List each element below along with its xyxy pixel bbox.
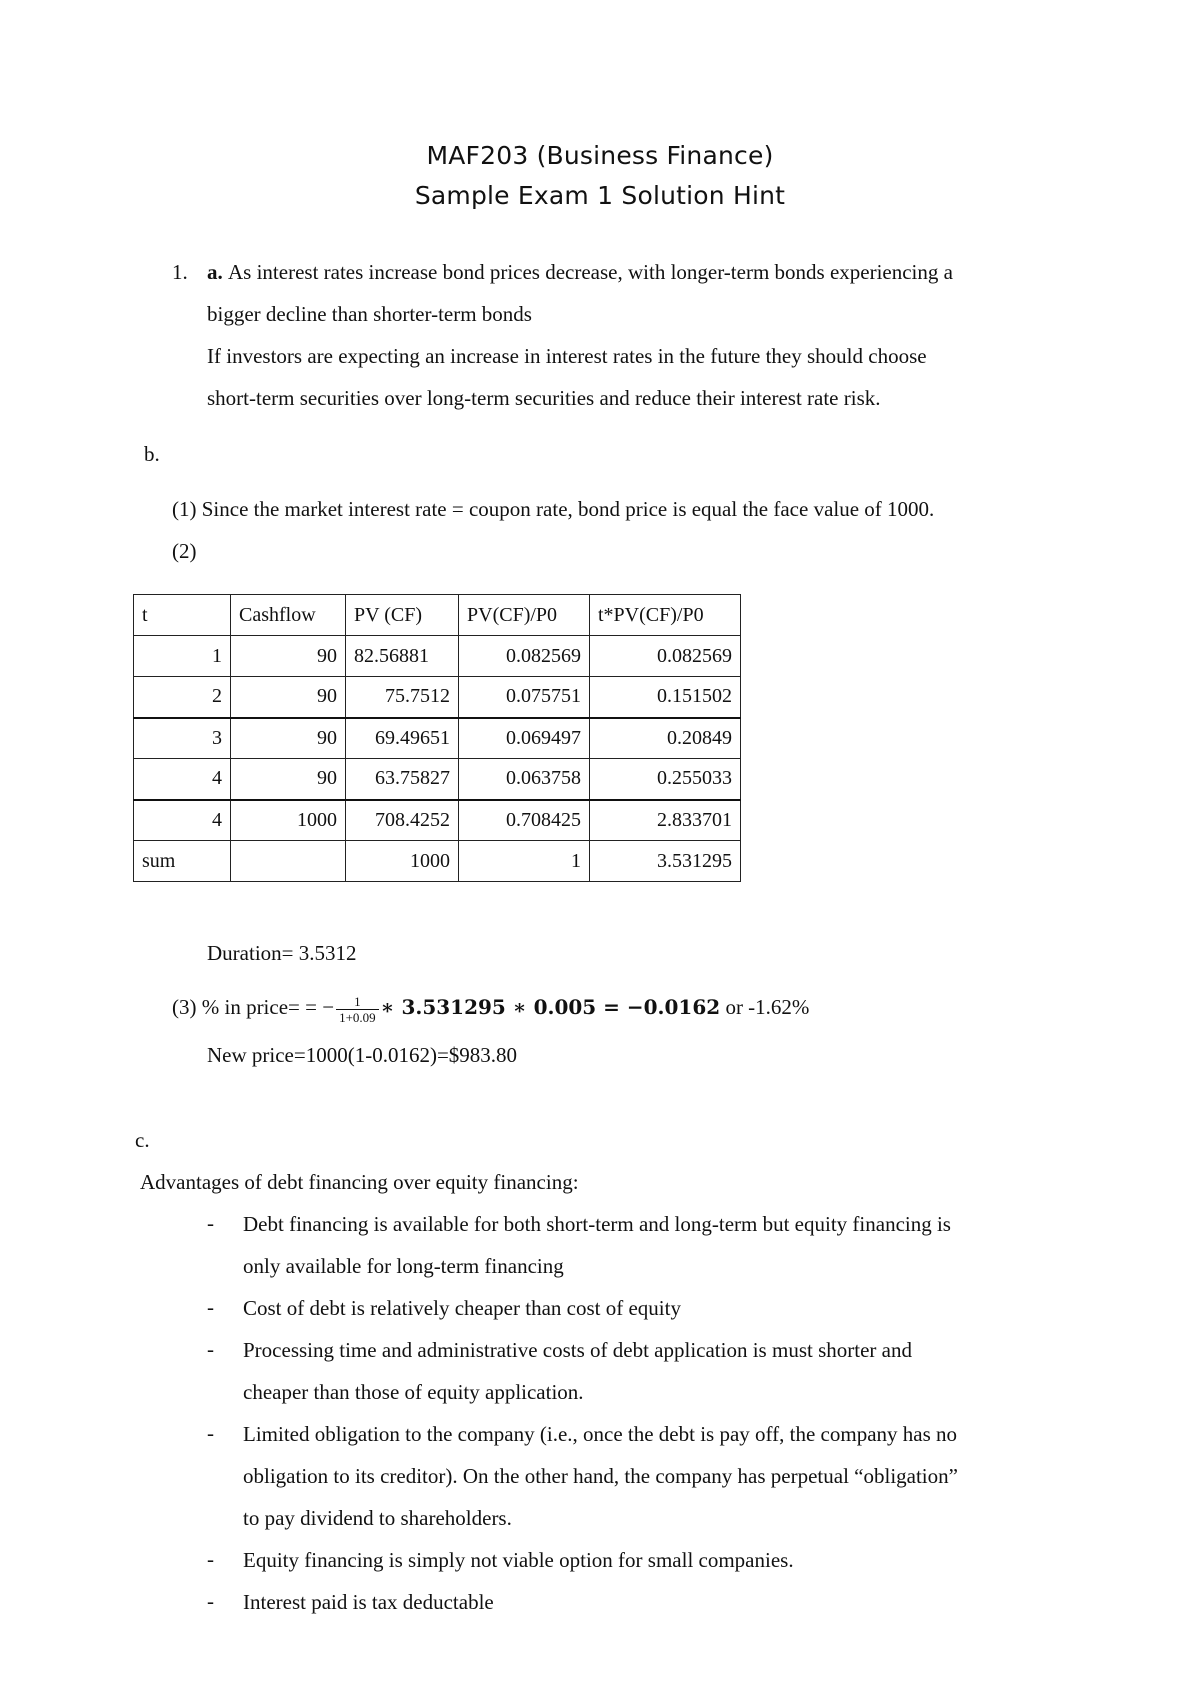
table-cell: 69.49651 — [346, 718, 459, 759]
table-cell: 2 — [134, 677, 231, 718]
question-number: 1. — [172, 260, 188, 284]
page-title: MAF203 (Business Finance) — [426, 141, 774, 170]
table-cell: 0.255033 — [590, 759, 741, 800]
table-cell: 1 — [459, 841, 590, 882]
formula-suffix: or -1.62% — [725, 995, 810, 1019]
table-cell: 0.063758 — [459, 759, 590, 800]
list-item: only available for long-term financing — [243, 1254, 564, 1278]
page-subtitle: Sample Exam 1 Solution Hint — [414, 181, 786, 210]
price-change-formula — [172, 990, 809, 1025]
table-cell: 0.075751 — [459, 677, 590, 718]
table-header-cell: Cashflow — [231, 595, 346, 636]
table-cell: 1 — [134, 636, 231, 677]
bullet-marker: - — [207, 1337, 214, 1361]
table-cell: 90 — [231, 636, 346, 677]
advantages-heading: Advantages of debt financing over equity financing: — [140, 1170, 579, 1194]
table-row — [134, 759, 741, 800]
fraction-numerator: 1 — [336, 994, 379, 1010]
table-cell: 90 — [231, 677, 346, 718]
table-cell — [231, 841, 346, 882]
part-a-line-2: bigger decline than shorter-term bonds — [207, 302, 532, 326]
table-row — [134, 800, 741, 841]
part-a-line-3: If investors are expecting an increase in interest rates in the future they should choose — [207, 344, 927, 368]
list-item: obligation to its creditor). On the other hand, the company has perpetual “obligation” — [243, 1464, 958, 1488]
duration-result: Duration= 3.5312 — [207, 941, 357, 965]
list-item: Processing time and administrative costs of debt application is must shorter and — [243, 1338, 912, 1362]
table-cell: 708.4252 — [346, 800, 459, 841]
table-cell: sum — [134, 841, 231, 882]
table-header-cell: PV(CF)/P0 — [459, 595, 590, 636]
table-cell: 0.082569 — [459, 636, 590, 677]
table-cell: 63.75827 — [346, 759, 459, 800]
table-header-row — [134, 595, 741, 636]
part-b-1: (1) Since the market interest rate = coupon rate, bond price is equal the face value of 1000. — [172, 497, 935, 521]
table-cell: 0.708425 — [459, 800, 590, 841]
duration-table — [133, 594, 741, 882]
table-row — [134, 636, 741, 677]
table-cell: 0.151502 — [590, 677, 741, 718]
list-item: Equity financing is simply not viable option for small companies. — [243, 1548, 794, 1572]
table-header-cell: t*PV(CF)/P0 — [590, 595, 741, 636]
table-cell: 1000 — [346, 841, 459, 882]
table-cell: 0.069497 — [459, 718, 590, 759]
table-cell: 90 — [231, 759, 346, 800]
table-cell: 4 — [134, 759, 231, 800]
list-item: Interest paid is tax deductable — [243, 1590, 494, 1614]
part-a-line-4: short-term securities over long-term securities and reduce their interest rate risk. — [207, 386, 881, 410]
list-item: Limited obligation to the company (i.e., once the debt is pay off, the company has no — [243, 1422, 958, 1446]
list-item: Debt financing is available for both short-term and long-term but equity financing is — [243, 1212, 951, 1236]
table-row — [134, 841, 741, 882]
part-a-label: a. — [207, 260, 223, 284]
list-item: Cost of debt is relatively cheaper than cost of equity — [243, 1296, 681, 1320]
list-item: to pay dividend to shareholders. — [243, 1506, 512, 1530]
part-b-2: (2) — [172, 539, 197, 563]
table-cell: 1000 — [231, 800, 346, 841]
bullet-marker: - — [207, 1589, 214, 1613]
table-cell: 3 — [134, 718, 231, 759]
bullet-marker: - — [207, 1421, 214, 1445]
formula-expression: ∗ 3.531295 ∗ 0.005 = −0.0162 — [380, 995, 721, 1019]
bullet-marker: - — [207, 1211, 214, 1235]
table-cell: 2.833701 — [590, 800, 741, 841]
formula-prefix: (3) % in price= = − — [172, 995, 335, 1019]
bullet-marker: - — [207, 1547, 214, 1571]
table-cell: 0.20849 — [590, 718, 741, 759]
table-cell: 75.7512 — [346, 677, 459, 718]
table-header-cell: PV (CF) — [346, 595, 459, 636]
part-b-label: b. — [144, 442, 160, 466]
table-cell: 3.531295 — [590, 841, 741, 882]
table-cell: 4 — [134, 800, 231, 841]
table-cell: 0.082569 — [590, 636, 741, 677]
table-row — [134, 677, 741, 718]
table-header-cell: t — [134, 595, 231, 636]
part-a-line-1: As interest rates increase bond prices decrease, with longer-term bonds experiencing a — [228, 260, 953, 284]
table-row — [134, 718, 741, 759]
table-cell: 90 — [231, 718, 346, 759]
fraction-denominator: 1+0.09 — [339, 1009, 376, 1025]
formula-fraction — [336, 994, 379, 1025]
new-price: New price=1000(1-0.0162)=$983.80 — [207, 1043, 518, 1067]
list-item: cheaper than those of equity application. — [243, 1380, 584, 1404]
part-c-label: c. — [135, 1128, 150, 1152]
table-cell: 82.56881 — [346, 636, 459, 677]
bullet-marker: - — [207, 1295, 214, 1319]
